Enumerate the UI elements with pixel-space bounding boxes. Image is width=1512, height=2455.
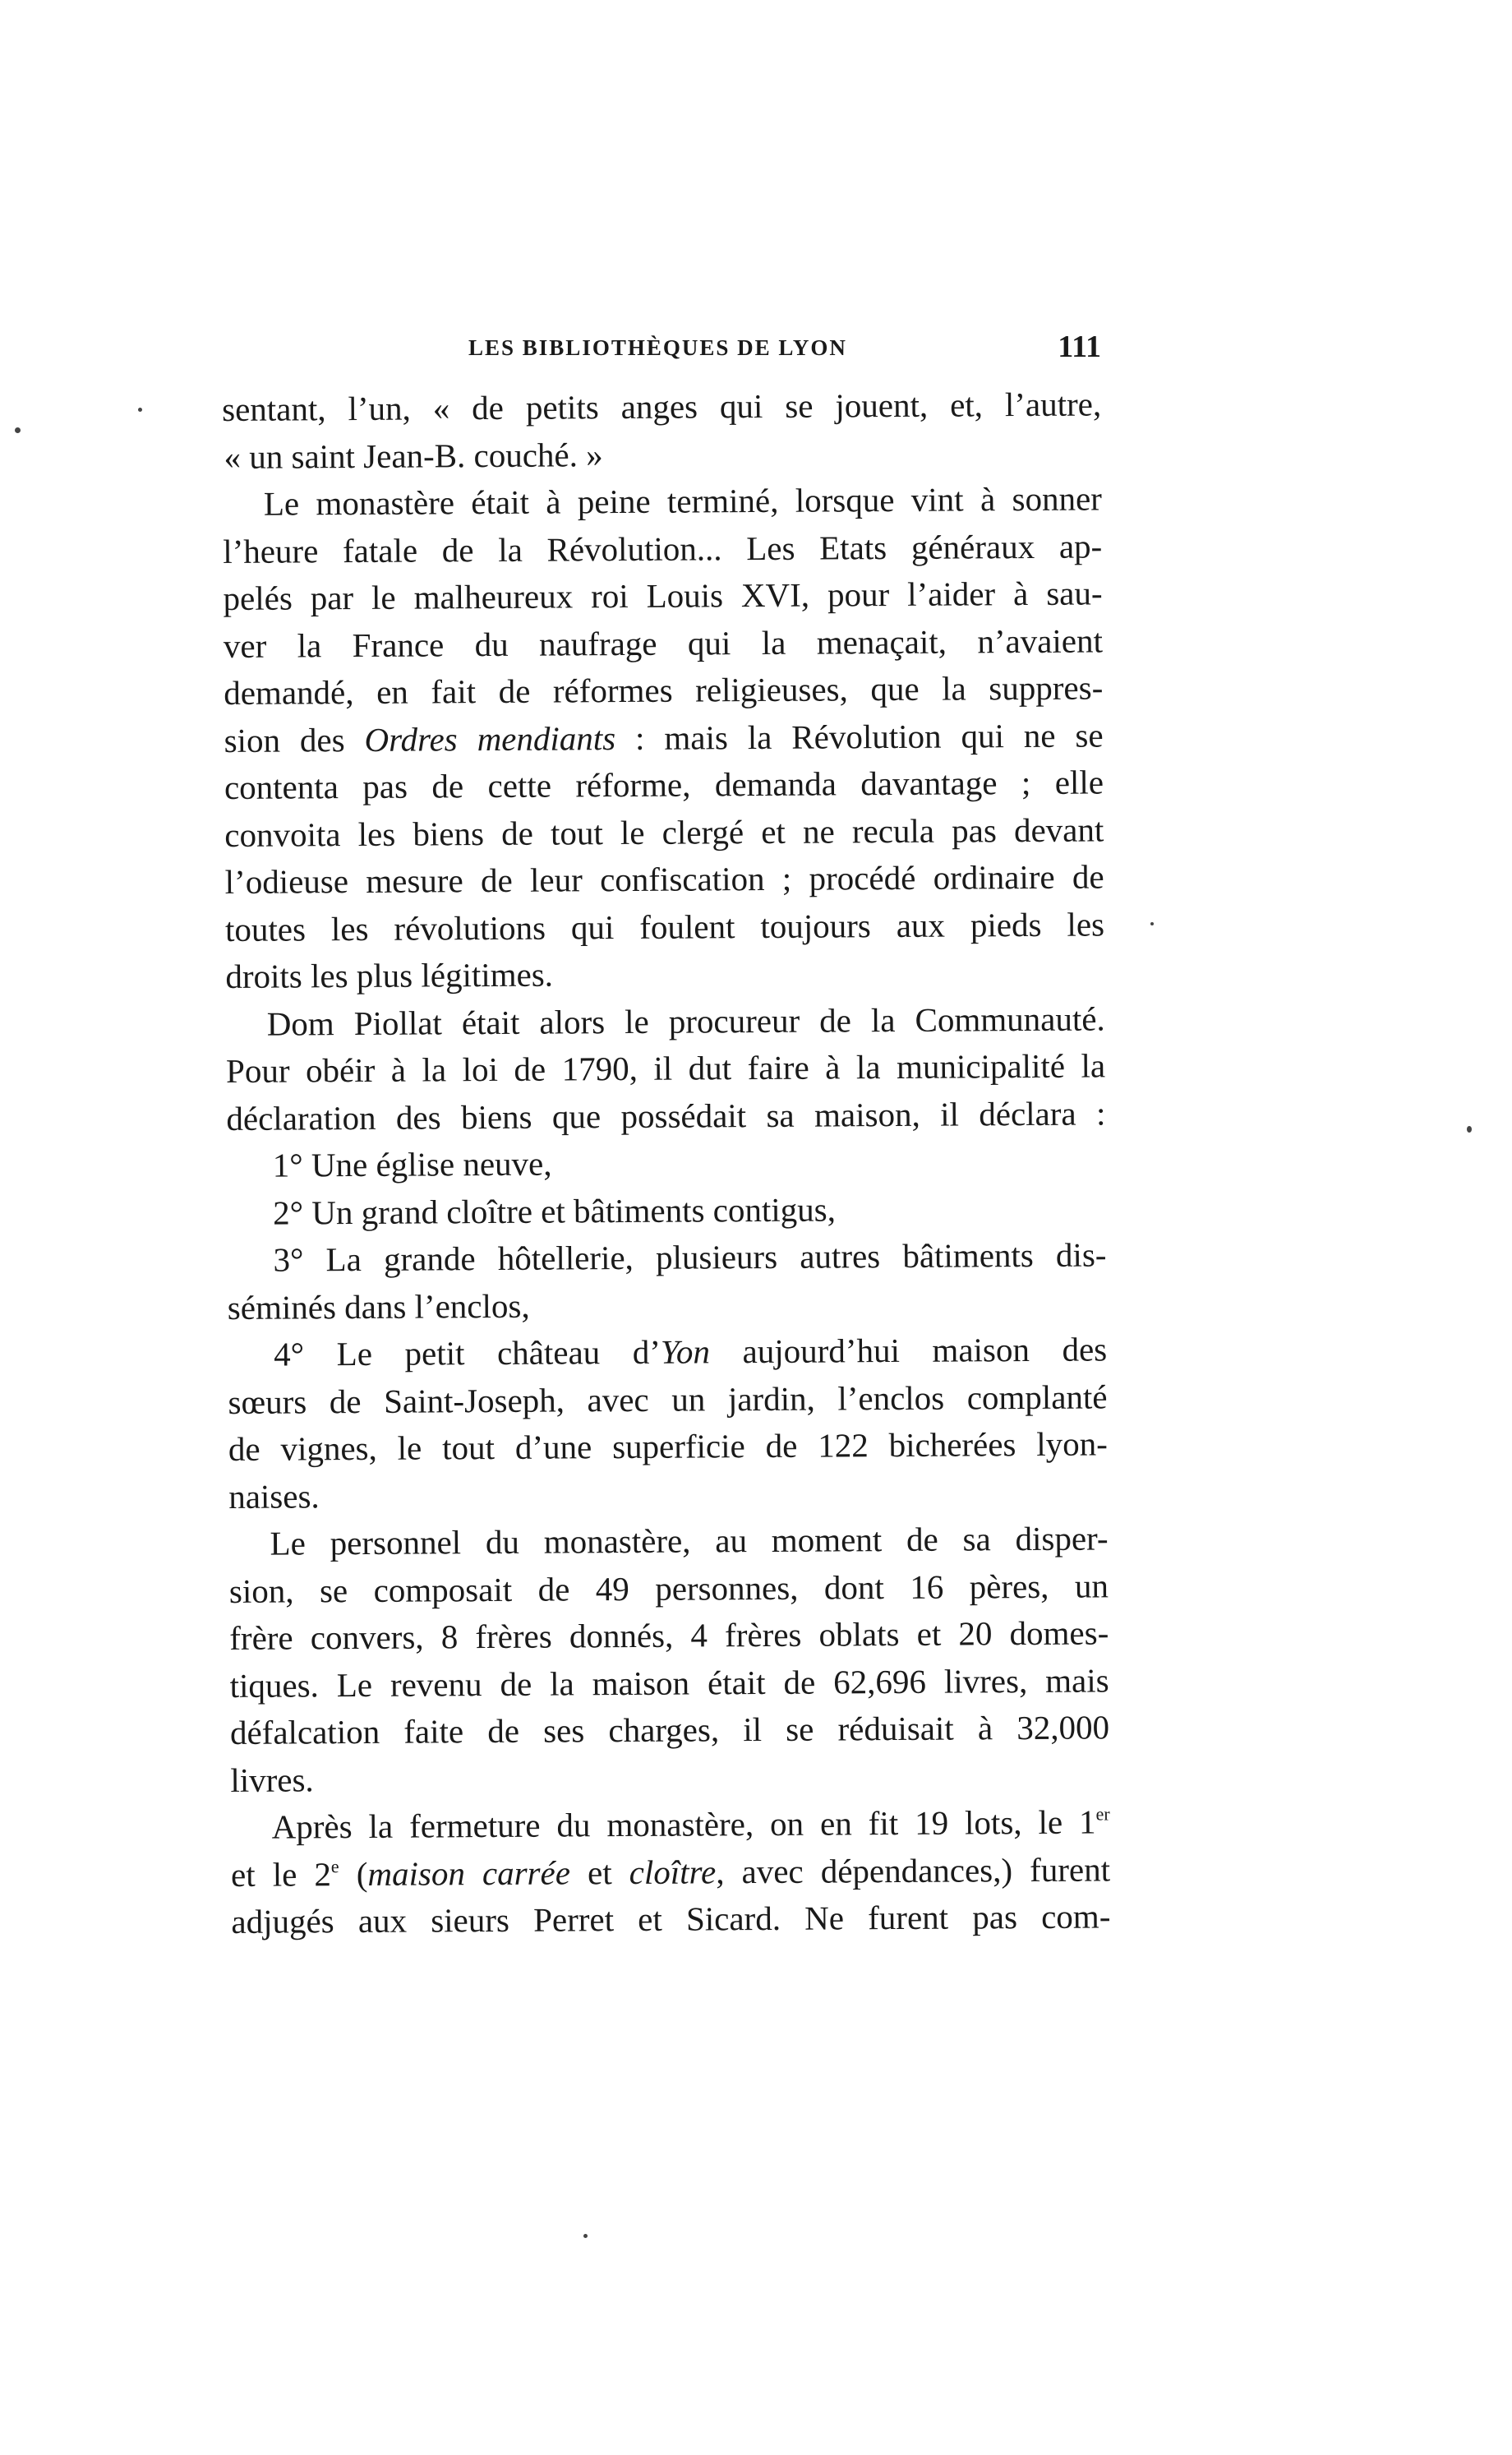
list-item: 3° La grande hôtellerie, plusieurs autres bâtiments dis-: [273, 1235, 1107, 1279]
text-line: Le personnel du monastère, au moment de sa disper-: [270, 1519, 1109, 1562]
list-item: 2° Un grand cloître et bâtiments contigus,: [273, 1189, 837, 1232]
text-line: contenta pas de cette réforme, demanda davantage ; elle: [224, 763, 1104, 806]
text-line: de vignes, le tout d’une superficie de 122 bicherées lyon-: [228, 1424, 1109, 1468]
text-line: « un saint Jean-B. couché. »: [224, 435, 603, 476]
text-line: toutes les révolutions qui foulent toujours aux pieds les: [224, 904, 1105, 948]
italic-text: Yon: [660, 1332, 711, 1371]
text-fragment: sion des: [224, 720, 345, 759]
italic-text: maison carrée: [367, 1853, 571, 1893]
text-fragment: Après la fermeture du monastère, on en fit 19 lots, le 1: [271, 1802, 1096, 1846]
text-line: droits les plus légitimes.: [225, 955, 554, 995]
text-line: sentant, l’un, « de petits anges qui se jouent, et, l’autre,: [222, 385, 1102, 428]
text-line: défalcation faite de ses charges, il se réduisait à 32,000: [229, 1708, 1110, 1751]
italic-text: cloître: [629, 1852, 717, 1891]
text-line: pelés par le malheureux roi Louis XVI, pour l’aider à sau-: [223, 574, 1103, 617]
superscript: e: [330, 1855, 339, 1876]
text-fragment: :: [615, 718, 665, 757]
body-text: [222, 381, 1111, 1945]
text-line: [224, 712, 1103, 764]
ink-speck: [138, 408, 142, 412]
text-fragment: et: [587, 1853, 612, 1891]
superscript: er: [1095, 1803, 1110, 1825]
page-number: 111: [1058, 330, 1101, 364]
text-line: sœurs de Saint-Joseph, avec un jardin, l’enclos complanté: [228, 1377, 1108, 1421]
text-line: l’odieuse mesure de leur confiscation ; procédé ordinaire de: [224, 857, 1104, 901]
text-line: convoita les biens de tout le clergé et ne recula pas devant: [224, 810, 1104, 854]
ink-speck: [1467, 1126, 1472, 1133]
text-line: Le monastère était à peine terminé, lorsque vint à sonner: [263, 479, 1102, 523]
ink-speck: [583, 2234, 588, 2238]
text-line: Pour obéir à la loi de 1790, il dut faire à la municipalité la: [225, 1046, 1106, 1090]
list-item: 1° Une église neuve,: [272, 1144, 552, 1184]
ink-speck: [15, 427, 21, 433]
text-line: l’heure fatale de la Révolution... Les Etats généraux ap-: [223, 526, 1103, 570]
text-line: adjugés aux sieurs Perret et Sicard. Ne furent pas com-: [231, 1897, 1111, 1940]
text-line: sion, se composait de 49 personnes, dont 16 pères, un: [228, 1566, 1109, 1610]
text-fragment: , avec dépendances,) furent: [716, 1849, 1111, 1890]
italic-text: Ordres mendiants: [364, 718, 616, 759]
text-fragment: mais la Révolution qui ne se: [664, 715, 1104, 757]
text-line: Dom Piollat était alors le procureur de la Communauté.: [266, 999, 1105, 1043]
ink-speck: [1150, 922, 1154, 925]
text-line: livres.: [230, 1760, 314, 1799]
text-line: séminés dans l’enclos,: [227, 1286, 530, 1327]
text-line: [231, 1798, 1110, 1851]
text-line: [231, 1846, 1110, 1899]
text-fragment: (: [339, 1854, 368, 1893]
text-fragment: 4° Le petit château d’: [274, 1332, 662, 1373]
text-line: déclaration des biens que possédait sa maison, il déclara :: [226, 1093, 1106, 1138]
running-title: LES BIBLIOTHÈQUES DE LYON: [468, 335, 847, 360]
text-line: tiques. Le revenu de la maison était de 62,696 livres, mais: [229, 1660, 1109, 1705]
running-head: [222, 330, 1101, 376]
list-item: [228, 1326, 1107, 1378]
text-fragment: et le 2: [230, 1854, 332, 1894]
text-line: naises.: [228, 1476, 320, 1516]
text-line: ver la France du naufrage qui la menaçait, n’avaient: [223, 621, 1104, 665]
text-fragment: aujourd’hui maison des: [742, 1330, 1108, 1371]
text-line: demandé, en fait de réformes religieuses, que la suppres-: [224, 668, 1104, 712]
text-line: frère convers, 8 frères donnés, 4 frères oblats et 20 domes-: [229, 1613, 1109, 1657]
